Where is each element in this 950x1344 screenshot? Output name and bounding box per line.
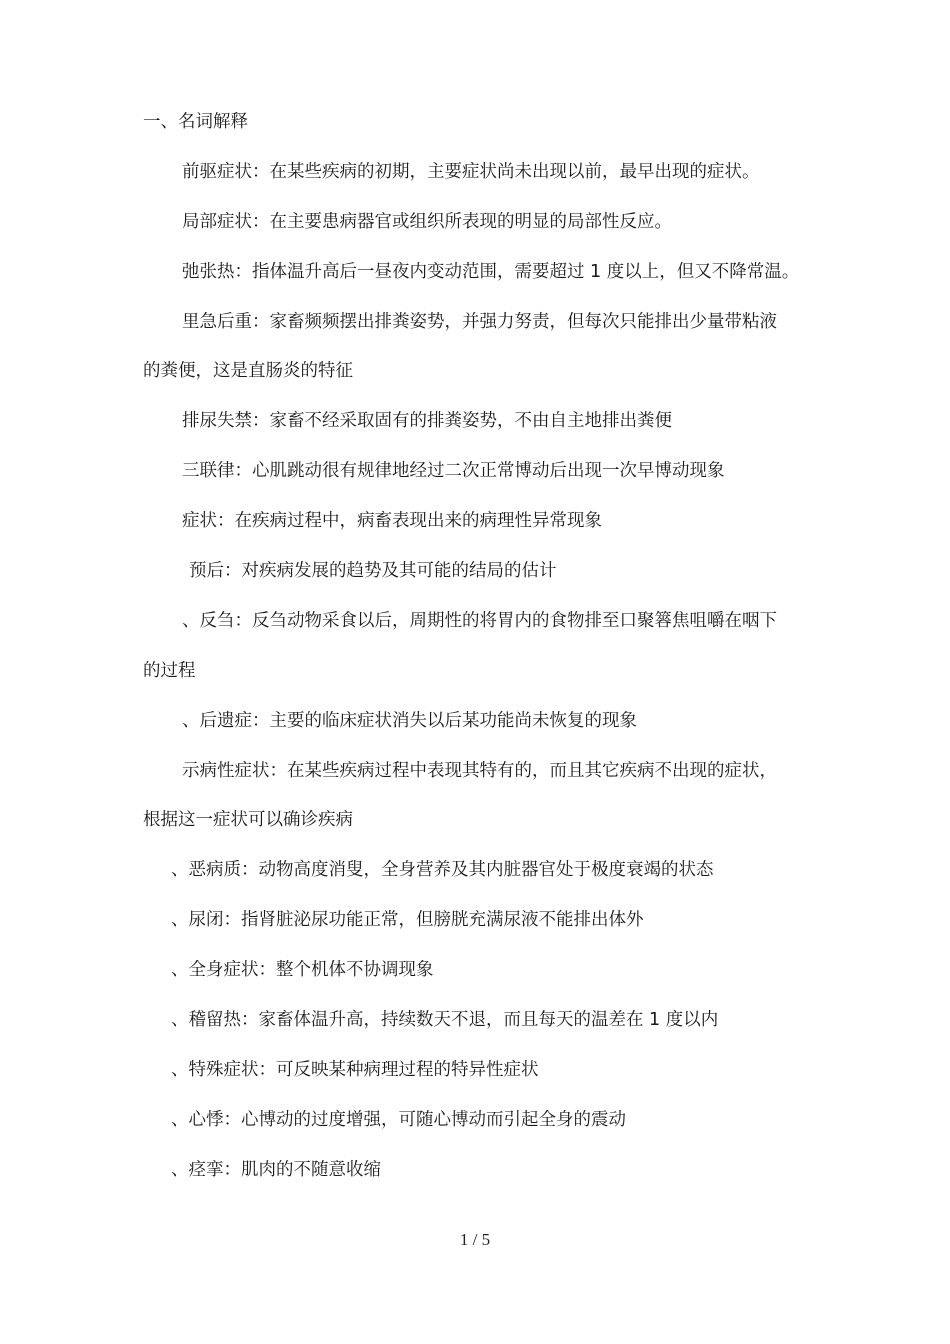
definition-continuation: 根据这一症状可以确诊疾病	[143, 810, 353, 831]
page-number: 1 / 5	[459, 1230, 491, 1249]
definition-line: 里急后重：家畜频频摆出排粪姿势，并强力努责，但每次只能排出少量带粘液	[182, 311, 777, 332]
definition-line: 弛张热：指体温升高后一昼夜内变动范围，需要超过 1 度以上，但又不降常温。	[182, 261, 800, 282]
definition-line: 、痉挛：肌肉的不随意收缩	[171, 1159, 381, 1180]
definition-line: 局部症状：在主要患病器官或组织所表现的明显的局部性反应。	[182, 211, 672, 232]
definition-continuation: 的粪便，这是直肠炎的特征	[143, 361, 353, 382]
section-heading: 一、名词解释	[143, 112, 248, 132]
definition-line: 、稽留热：家畜体温升高，持续数天不退，而且每天的温差在 1 度以内	[171, 1010, 719, 1031]
definition-line: 、特殊症状：可反映某种病理过程的特异性症状	[171, 1059, 539, 1080]
definition-line: 前驱症状：在某些疾病的初期，主要症状尚未出现以前，最早出现的症状。	[182, 161, 760, 182]
definition-line: 、后遗症：主要的临床症状消失以后某功能尚未恢复的现象	[182, 710, 637, 731]
definition-line: 、尿闭：指肾脏泌尿功能正常，但膀胱充满尿液不能排出体外	[171, 910, 644, 931]
definition-line: 症状：在疾病过程中，病畜表现出来的病理性异常现象	[182, 511, 602, 532]
definition-continuation: 的过程	[143, 660, 196, 681]
definition-line: 、心悸：心博动的过度增强，可随心博动而引起全身的震动	[171, 1109, 626, 1130]
definition-line: 、全身症状：整个机体不协调现象	[171, 960, 434, 981]
definition-line: 预后：对疾病发展的趋势及其可能的结局的估计	[189, 561, 557, 582]
document-body	[143, 108, 813, 1206]
definition-line: 、反刍：反刍动物采食以后，周期性的将胃内的食物排至口聚簭焦咀嚼在咽下	[182, 610, 777, 631]
definition-line: 三联律：心肌跳动很有规律地经过二次正常博动后出现一次早博动现象	[182, 461, 725, 482]
definition-line: 、恶病质：动物高度消叟，全身营养及其内脏器官处于极度衰竭的状态	[171, 860, 714, 881]
definition-line: 示病性症状：在某些疾病过程中表现其特有的，而且其它疾病不出现的症状，	[182, 760, 777, 781]
definition-line: 排尿失禁：家畜不经采取固有的排粪姿势，不由自主地排出粪便	[182, 411, 672, 432]
